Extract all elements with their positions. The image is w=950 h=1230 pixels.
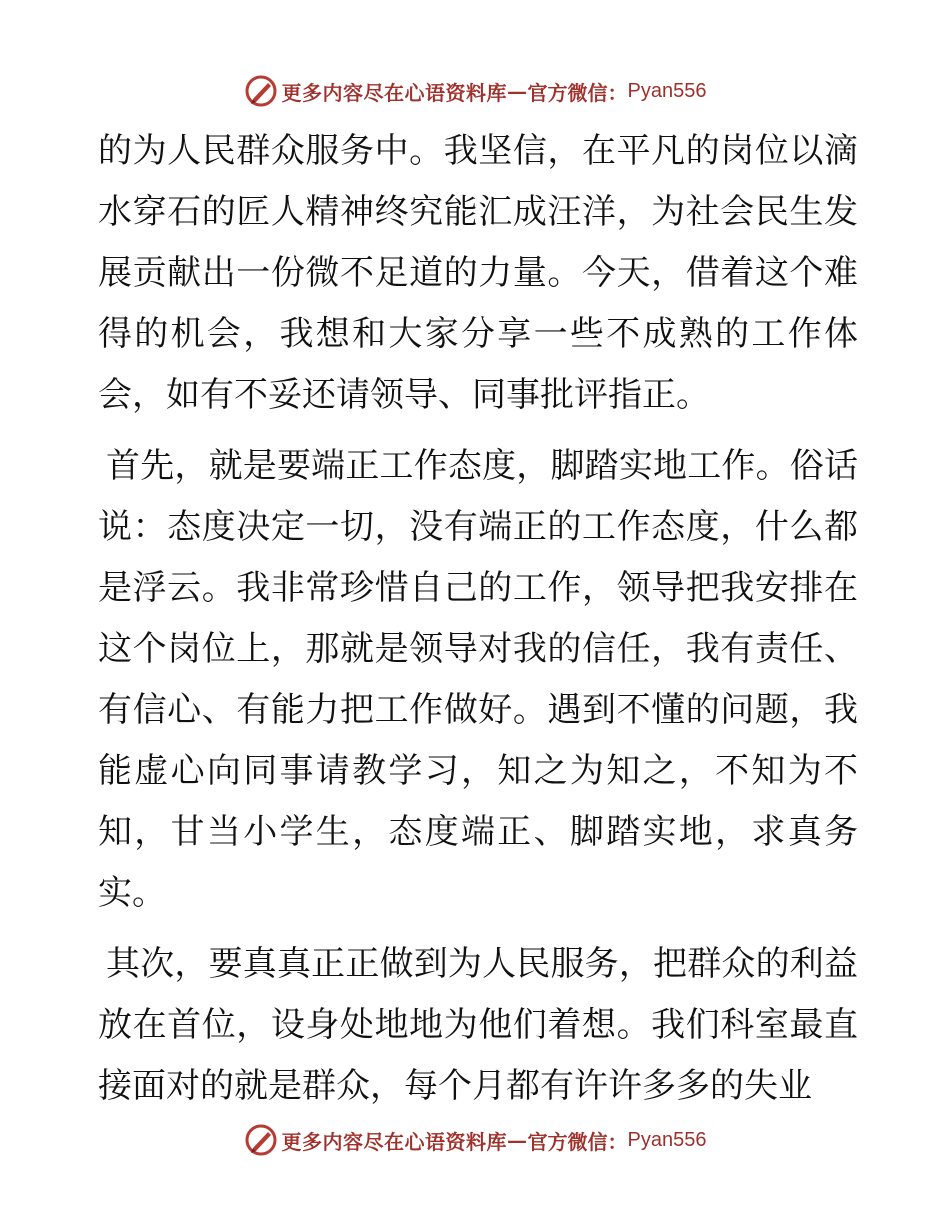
- document-body: [98, 121, 858, 1127]
- banner-slogan: 更多内容尽在心语资料库: [281, 1129, 508, 1154]
- pen-logo-icon: [244, 1123, 278, 1157]
- paragraph: 首先，就是要端正工作态度，脚踏实地工作。俗话说：态度决定一切，没有端正的工作态度，什么都是浮云。我非常珍惜自己的工作，领导把我安排在这个岗位上，那就是领导对我的信任，我有责任、有信心、有能力把工作做好。遇到不懂的问题，我能虚心向同事请教学习，知之为知之，不知为不知，甘当小学生，态度端正、脚踏实地，求真务实。: [98, 446, 858, 913]
- paragraph: 的为人民群众服务中。我坚信，在平凡的岗位以滴水穿石的匠人精神终究能汇成汪洋，为社会民生发展贡献出一份微不足道的力量。今天，借着这个难得的机会，我想和大家分享一些不成熟的工作体会，如有不妥还请领导、同事批评指正。: [98, 131, 858, 415]
- header-banner: [0, 71, 950, 111]
- footer-banner: [0, 1120, 950, 1160]
- banner-slogan: 更多内容尽在心语资料库: [281, 80, 508, 105]
- banner-wechat-label: 官方微信：: [527, 80, 628, 105]
- banner-wechat-id: Pyan556: [627, 79, 707, 102]
- paragraph: 其次，要真真正正做到为人民服务，把群众的利益放在首位，设身处地地为他们着想。我们科室最直接面对的就是群众，每个月都有许许多多的失业: [98, 944, 858, 1106]
- banner-separator: —: [507, 1128, 528, 1152]
- banner-wechat-id: Pyan556: [627, 1128, 707, 1151]
- banner-wechat-label: 官方微信：: [527, 1129, 628, 1154]
- pen-logo-icon: [244, 74, 278, 108]
- banner-separator: —: [507, 79, 528, 103]
